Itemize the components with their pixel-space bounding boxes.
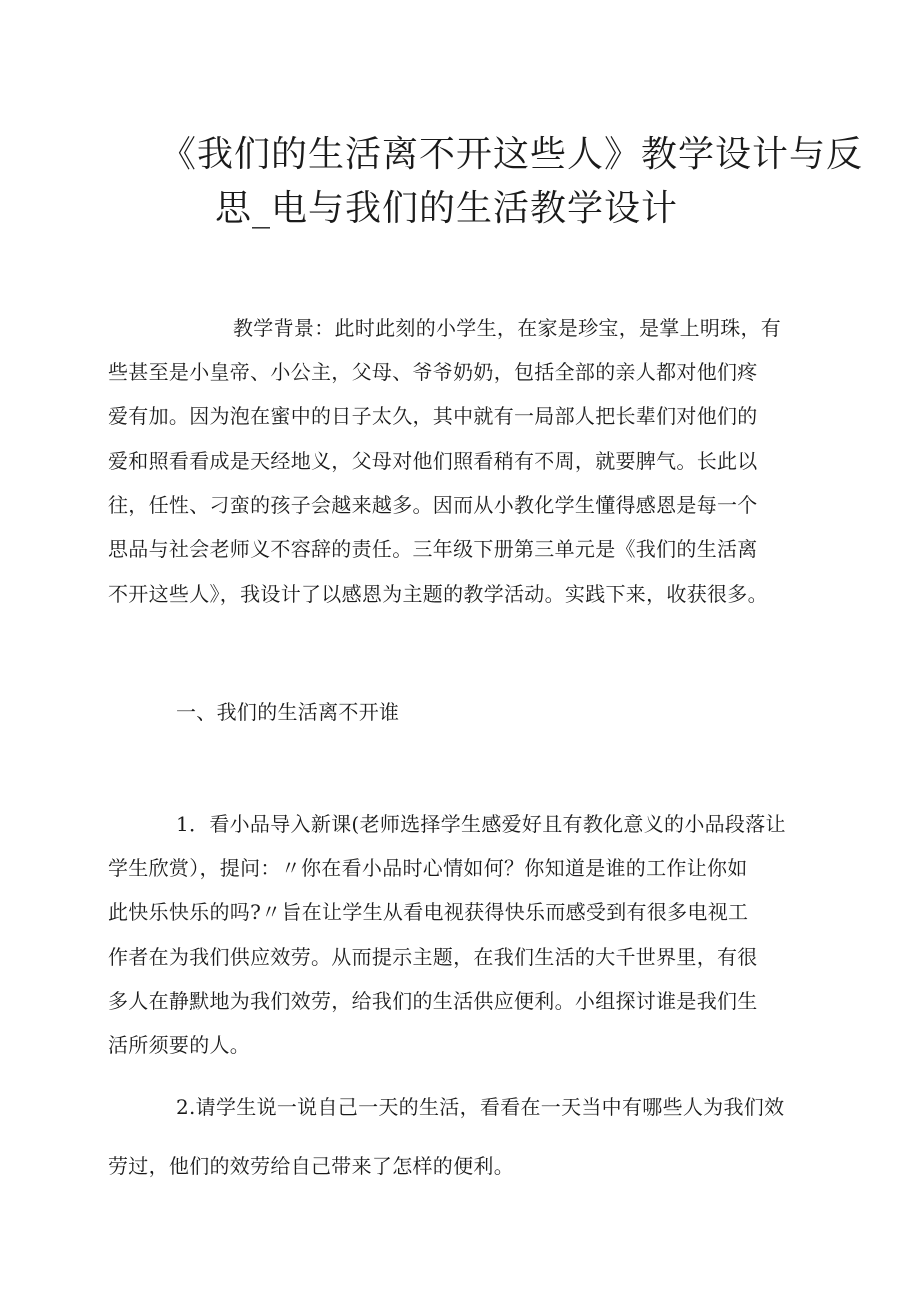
item-2-line: 劳过，他们的效劳给自己带来了怎样的便利。: [108, 1154, 514, 1178]
item-1-line: 活所须要的人。: [108, 1033, 251, 1057]
item-1-line: 学生欣赏），提问：〃你在看小品时心情如何？你知道是谁的工作让你如: [108, 856, 748, 880]
section-heading: 一、我们的生活离不开谁: [176, 700, 400, 724]
background-paragraph-line: 些甚至是小皇帝、小公主，父母、爷爷奶奶，包括全部的亲人都对他们疼: [108, 360, 758, 384]
background-paragraph-line: 不开这些人》，我设计了以感恩为主题的教学活动。实践下来，收获很多。: [108, 582, 768, 606]
document-title-line-2: 思_电与我们的生活教学设计: [215, 188, 679, 229]
item-1-line: 此快乐快乐的吗?〃旨在让学生从看电视获得快乐而感受到有很多电视工: [108, 900, 749, 924]
background-paragraph-line: 爱和照看看成是天经地义，父母对他们照看稍有不周，就要脾气。长此以: [108, 449, 758, 473]
item-2-line: 2.请学生说一说自己一天的生活，看看在一天当中有哪些人为我们效: [176, 1095, 785, 1119]
background-paragraph-line: 往，任性、刁蛮的孩子会越来越多。因而从小教化学生懂得感恩是每一个: [108, 493, 758, 517]
item-1-line: 作者在为我们供应效劳。从而提示主题，在我们生活的大千世界里，有很: [108, 945, 758, 969]
document-title-line-1: 《我们的生活离不开这些人》教学设计与反: [160, 134, 864, 175]
background-paragraph-line: 思品与社会老师义不容辞的责任。三年级下册第三单元是《我们的生活离: [108, 537, 758, 561]
background-paragraph-line: 教学背景：此时此刻的小学生，在家是珍宝，是掌上明珠，有: [233, 316, 782, 340]
background-paragraph-line: 爱有加。因为泡在蜜中的日子太久，其中就有一局部人把长辈们对他们的: [108, 404, 758, 428]
item-1-line: 多人在静默地为我们效劳，给我们的生活供应便利。小组探讨谁是我们生: [108, 989, 758, 1013]
item-1-line: 1．看小品导入新课(老师选择学生感爱好且有教化意义的小品段落让: [176, 812, 786, 836]
